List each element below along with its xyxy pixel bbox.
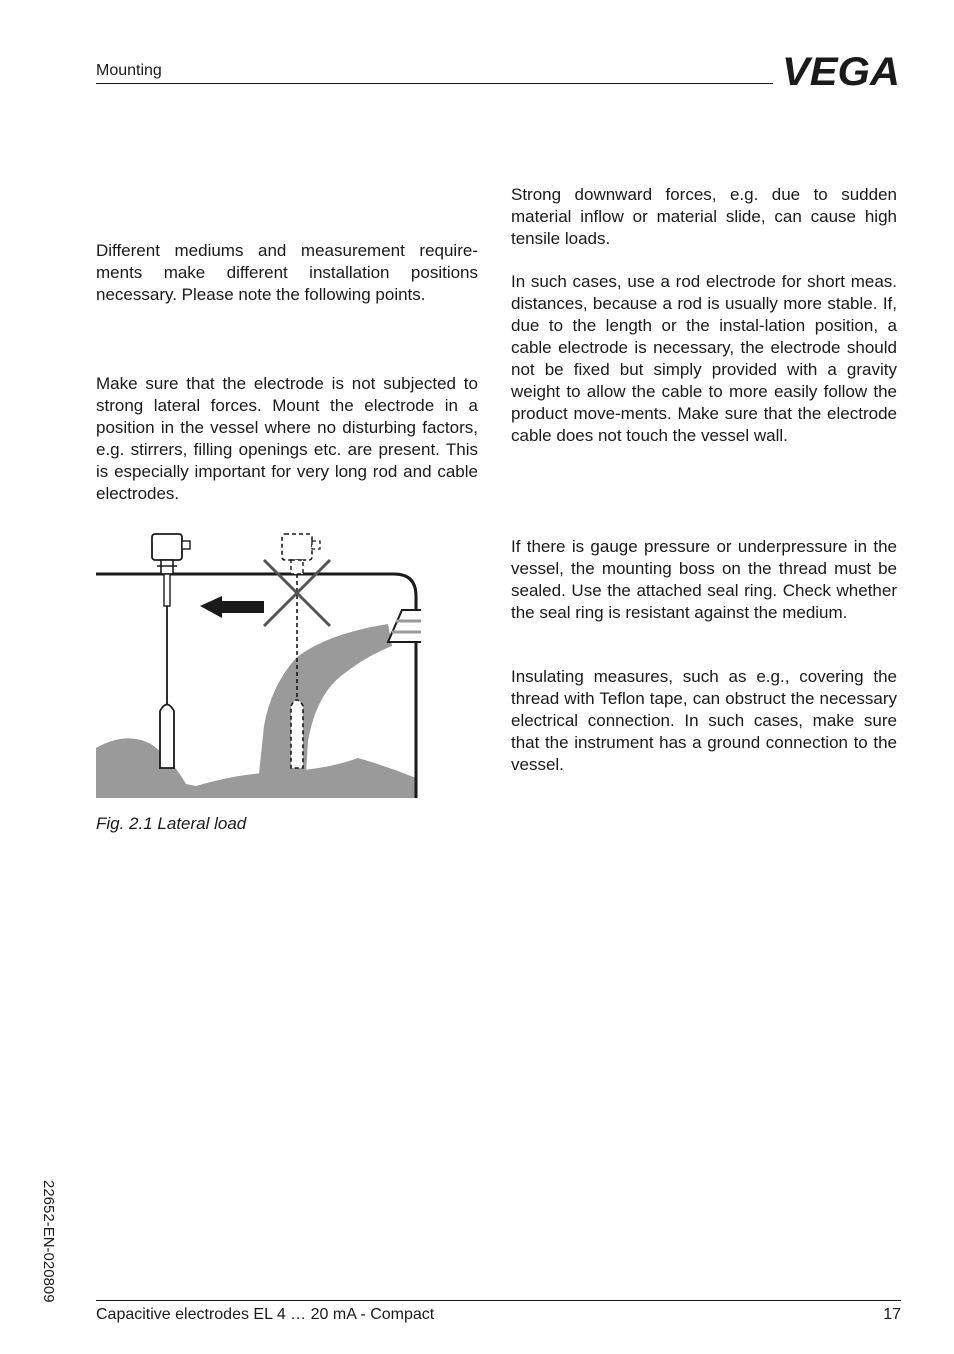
document-number: 22652-EN-020809 xyxy=(40,1180,57,1303)
header-rule xyxy=(96,83,773,84)
electrode-rod-icon xyxy=(152,534,190,768)
bulk-medium-shape xyxy=(96,738,416,798)
paragraph-downward-forces: Strong downward forces, e.g. due to sudden material inflow or material slide, can cause high tensile loads. xyxy=(511,185,897,248)
svg-text:VEGA: VEGA xyxy=(782,52,900,88)
filling-nozzle-icon xyxy=(388,610,421,642)
material-inflow-shape xyxy=(259,624,392,774)
vega-logo xyxy=(782,52,902,88)
paragraph-lateral-forces: Make sure that the electrode is not subjected to strong lateral forces. Mount the electrode in a position in the vessel where no disturbing factors, e.g. stirrers, filling openings etc. are present. This is especially important for very long rod and cable electrodes. xyxy=(96,374,478,503)
header-section-title: Mounting xyxy=(96,62,162,79)
lateral-load-figure xyxy=(96,526,421,801)
paragraph-rod-electrode-advice: In such cases, use a rod electrode for short meas. distances, because a rod is usually more stable. If, due to the length or the instal-lation position, a cable electrode is necessary, the electrode should not be fixed but simply provided with a gravity weight to allow the cable to more easily follow the product move-ments. Make sure that the electrode cable does not touch the vessel wall. xyxy=(511,272,897,445)
paragraph-intro: Different mediums and measurement require-ments make different installation positions necessary. Please note the following points. xyxy=(96,241,478,304)
page-number: 17 xyxy=(883,1306,901,1323)
paragraph-insulating-measures: Insulating measures, such as e.g., covering the thread with Teflon tape, can obstruct the necessary electrical connection. In such cases, make sure that the instrument has a ground connection to the vessel. xyxy=(511,667,897,774)
arrow-left-icon xyxy=(200,596,264,618)
footer-rule xyxy=(96,1300,901,1301)
footer-document-title: Capacitive electrodes EL 4 … 20 mA - Compact xyxy=(96,1306,435,1323)
paragraph-pressure-seal: If there is gauge pressure or underpressure in the vessel, the mounting boss on the thread must be sealed. Use the attached seal ring. Check whether the seal ring is resistant against the medium. xyxy=(511,537,897,622)
figure-caption: Fig. 2.1 Lateral load xyxy=(96,814,247,833)
